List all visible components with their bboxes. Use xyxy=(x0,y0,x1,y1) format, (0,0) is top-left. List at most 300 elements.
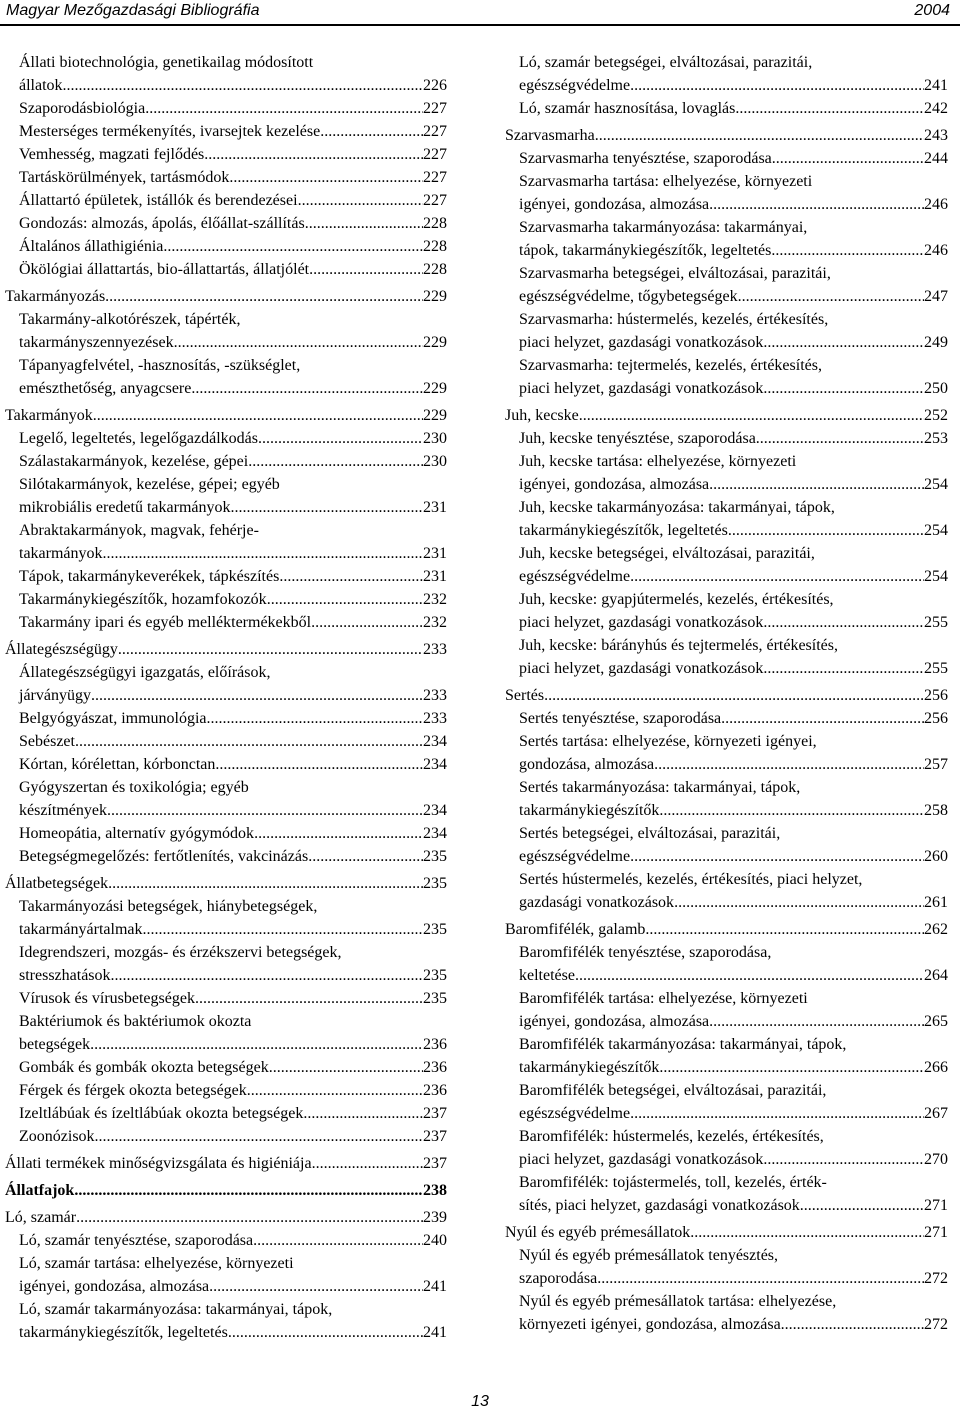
toc-entry xyxy=(5,822,447,845)
toc-page-number: 238 xyxy=(423,1182,447,1199)
toc-entry-title: állatok xyxy=(19,77,63,94)
dot-leader xyxy=(163,235,423,258)
toc-page-number: 230 xyxy=(423,430,447,447)
toc-entry xyxy=(505,588,948,634)
dot-leader xyxy=(258,427,423,450)
toc-entry xyxy=(5,1298,447,1344)
dot-leader xyxy=(781,1313,924,1336)
toc-entry xyxy=(505,97,948,120)
toc-entry-line xyxy=(519,1194,948,1217)
toc-entry-line xyxy=(505,918,948,941)
toc-page-number: 237 xyxy=(423,1128,447,1145)
dot-leader xyxy=(312,1152,423,1175)
toc-page-number: 234 xyxy=(423,756,447,773)
toc-entry-text: Baromfifélék: hústermelés, kezelés, értékesítés, xyxy=(519,1128,824,1145)
toc-entry-title: Legelő, legeltetés, legelőgazdálkodás xyxy=(19,430,259,447)
toc-entry-line xyxy=(5,872,447,895)
toc-entry-title: stresszhatások xyxy=(19,967,111,984)
dot-leader xyxy=(772,147,924,170)
dot-leader xyxy=(267,588,423,611)
header-rule xyxy=(0,24,960,26)
dot-leader xyxy=(107,799,423,822)
toc-entry-text: Sertés takarmányozása: takarmányai, tápok, xyxy=(519,779,801,796)
toc-page-number: 272 xyxy=(924,1270,948,1287)
toc-entry xyxy=(505,170,948,216)
toc-entry xyxy=(5,1252,447,1298)
toc-entry-line xyxy=(19,611,447,634)
dot-leader xyxy=(95,1125,423,1148)
toc-entry-line xyxy=(519,519,948,542)
toc-entry-line xyxy=(505,404,948,427)
toc-entry xyxy=(505,776,948,822)
toc-entry-line xyxy=(19,565,447,588)
toc-entry-title: egészségvédelme xyxy=(519,1105,631,1122)
toc-page-number: 231 xyxy=(423,568,447,585)
dot-leader xyxy=(269,1056,423,1079)
toc-entry-title: igényei, gondozása, almozása xyxy=(519,476,710,493)
toc-entry-line xyxy=(19,120,447,143)
dot-leader xyxy=(215,753,423,776)
toc-entry-line xyxy=(19,450,447,473)
toc-entry-text: Juh, kecske: gyapjútermelés, kezelés, értékesítés, xyxy=(519,591,834,608)
toc-entry-title: piaci helyzet, gazdasági vonatkozások xyxy=(519,380,764,397)
toc-entry-line xyxy=(19,189,447,212)
toc-entry-text: Takarmányozási betegségek, hiánybetegségek, xyxy=(19,898,318,915)
toc-entry-title: Zoonózisok xyxy=(19,1128,95,1145)
toc-entry xyxy=(505,1244,948,1290)
toc-page-number: 237 xyxy=(423,1155,447,1172)
toc-entry-text: Tápanyagfelvétel, -hasznosítás, -szükséglet, xyxy=(19,357,301,374)
toc-page-number: 232 xyxy=(423,591,447,608)
dot-leader xyxy=(191,377,423,400)
toc-entry xyxy=(5,661,447,707)
toc-entry-line xyxy=(19,212,447,235)
dot-leader xyxy=(709,1010,924,1033)
toc-page-number: 242 xyxy=(924,100,948,117)
toc-entry-line xyxy=(505,124,948,147)
toc-entry-text: Gyógyszertan és toxikológia; egyéb xyxy=(19,779,249,796)
toc-entry-text: Ló, szamár takarmányozása: takarmányai, tápok, xyxy=(19,1301,333,1318)
toc-entry-line xyxy=(19,496,447,519)
toc-entry-title: piaci helyzet, gazdasági vonatkozások xyxy=(519,1151,764,1168)
toc-entry xyxy=(5,753,447,776)
toc-entry-line xyxy=(5,1206,447,1229)
toc-entry-title: Állati termékek minőségvizsgálata és higiéniája xyxy=(5,1155,312,1172)
toc-entry xyxy=(5,258,447,281)
dot-leader xyxy=(800,1194,924,1217)
toc-entry xyxy=(5,987,447,1010)
dot-leader xyxy=(630,1102,924,1125)
toc-entry-title: Belgyógyászat, immunológia xyxy=(19,710,207,727)
toc-entry-title: emészthetőség, anyagcsere xyxy=(19,380,192,397)
toc-entry-line xyxy=(19,143,447,166)
toc-page-number: 243 xyxy=(924,127,948,144)
toc-entry-title: takarmánykiegészítők, legeltetés xyxy=(519,522,728,539)
toc-page-number: 254 xyxy=(924,522,948,539)
toc-entry-line xyxy=(5,1152,447,1175)
toc-entry-text: Sertés hústermelés, kezelés, értékesítés, piaci helyzet, xyxy=(519,871,863,888)
toc-page-number: 228 xyxy=(423,261,447,278)
toc-heading-entry xyxy=(5,1206,447,1229)
dot-leader xyxy=(738,285,924,308)
toc-entry-text: Szarvasmarha takarmányozása: takarmányai, xyxy=(519,219,808,236)
toc-entry-line xyxy=(19,74,447,97)
toc-entry-title: Takarmányok xyxy=(5,407,93,424)
dot-leader xyxy=(728,519,924,542)
toc-entry-text: Juh, kecske takarmányozása: takarmányai, tápok, xyxy=(519,499,835,516)
toc-heading-entry xyxy=(5,1179,447,1202)
dot-leader xyxy=(63,74,423,97)
dot-leader xyxy=(279,565,423,588)
toc-entry-title: piaci helyzet, gazdasági vonatkozások xyxy=(519,614,764,631)
toc-entry xyxy=(505,634,948,680)
toc-page-number: 240 xyxy=(423,1232,447,1249)
dot-leader xyxy=(709,193,924,216)
toc-entry-title: Takarmány ipari és egyéb melléktermékekből xyxy=(19,614,312,631)
toc-entry-line xyxy=(19,799,447,822)
toc-entry-text: Állategészségügyi igazgatás, előírások, xyxy=(19,664,271,681)
toc-entry xyxy=(5,354,447,400)
toc-page-number: 235 xyxy=(423,875,447,892)
dot-leader xyxy=(204,143,423,166)
toc-entry xyxy=(505,868,948,914)
toc-page-number: 271 xyxy=(924,1224,948,1241)
toc-page-number: 244 xyxy=(924,150,948,167)
toc-page-number: 246 xyxy=(924,196,948,213)
toc-entry xyxy=(5,776,447,822)
toc-entry-line xyxy=(19,1321,447,1344)
toc-page-number: 236 xyxy=(423,1082,447,1099)
toc-entry-line xyxy=(519,193,948,216)
toc-entry-text: Juh, kecske: bárányhús és tejtermelés, értékesítés, xyxy=(519,637,838,654)
dot-leader xyxy=(143,918,424,941)
dot-leader xyxy=(103,542,423,565)
toc-entry xyxy=(5,427,447,450)
toc-entry-text: Juh, kecske betegségei, elváltozásai, parazitái, xyxy=(519,545,815,562)
toc-entry xyxy=(5,189,447,212)
toc-entry xyxy=(505,707,948,730)
toc-entry xyxy=(5,565,447,588)
toc-heading-entry xyxy=(5,1152,447,1175)
toc-page-number: 227 xyxy=(423,100,447,117)
toc-entry xyxy=(5,845,447,868)
toc-entry-title: takarmánykiegészítők, legeltetés xyxy=(19,1324,228,1341)
toc-entry-title: Vemhesség, magzati fejlődés xyxy=(19,146,205,163)
dot-leader xyxy=(230,496,423,519)
dot-leader xyxy=(93,404,423,427)
dot-leader xyxy=(597,1267,924,1290)
dot-leader xyxy=(659,1056,924,1079)
dot-leader xyxy=(91,684,423,707)
toc-heading-entry xyxy=(5,872,447,895)
toc-entry-title: Gombák és gombák okozta betegségek xyxy=(19,1059,269,1076)
toc-page-number: 247 xyxy=(924,288,948,305)
dot-leader xyxy=(630,565,924,588)
toc-page-number: 241 xyxy=(924,77,948,94)
toc-page-number: 231 xyxy=(423,499,447,516)
toc-entry xyxy=(5,473,447,519)
header-title: Magyar Mezőgazdasági Bibliográfia xyxy=(6,2,260,19)
dot-leader xyxy=(108,872,423,895)
dot-leader xyxy=(90,1033,423,1056)
toc-entry-line xyxy=(519,1313,948,1336)
dot-leader xyxy=(298,189,423,212)
toc-page-number: 229 xyxy=(423,288,447,305)
toc-page-number: 227 xyxy=(423,169,447,186)
toc-entry xyxy=(505,147,948,170)
toc-entry xyxy=(505,51,948,97)
toc-entry xyxy=(5,1079,447,1102)
toc-page-number: 227 xyxy=(423,146,447,163)
toc-entry-title: gondozása, almozása xyxy=(519,756,655,773)
toc-entry xyxy=(5,611,447,634)
toc-entry-title: egészségvédelme xyxy=(519,568,631,585)
dot-leader xyxy=(253,1229,423,1252)
toc-page-number: 265 xyxy=(924,1013,948,1030)
dot-leader xyxy=(207,707,423,730)
toc-page-number: 258 xyxy=(924,802,948,819)
toc-entry-title: Állategészségügy xyxy=(5,641,118,658)
dot-leader xyxy=(721,707,924,730)
toc-entry xyxy=(505,354,948,400)
dot-leader xyxy=(305,212,423,235)
dot-leader xyxy=(735,97,924,120)
toc-entry-text: Baromfifélék: tojástermelés, toll, kezelés, érték- xyxy=(519,1174,827,1191)
toc-entry-text: Nyúl és egyéb prémesállatok tenyésztés, xyxy=(519,1247,779,1264)
toc-entry-line xyxy=(19,97,447,120)
toc-page-number: 230 xyxy=(423,453,447,470)
toc-entry-text: Szarvasmarha: hústermelés, kezelés, értékesítés, xyxy=(519,311,829,328)
toc-entry-title: Tartáskörülmények, tartásmódok xyxy=(19,169,230,186)
toc-entry xyxy=(5,588,447,611)
toc-entry-title: Állatbetegségek xyxy=(5,875,109,892)
toc-entry-title: Férgek és férgek okozta betegségek xyxy=(19,1082,247,1099)
page-number: 13 xyxy=(471,1393,489,1410)
toc-entry-line xyxy=(19,684,447,707)
toc-entry-title: Takarmánykiegészítők, hozamfokozók xyxy=(19,591,267,608)
toc-entry-title: egészségvédelme xyxy=(519,848,631,865)
toc-page-number: 256 xyxy=(924,687,948,704)
toc-page-number: 228 xyxy=(423,238,447,255)
toc-entry-text: Juh, kecske tartása: elhelyezése, környezeti xyxy=(519,453,797,470)
dot-leader xyxy=(75,730,423,753)
dot-leader xyxy=(311,611,423,634)
toc-page-number: 229 xyxy=(423,334,447,351)
toc-entry-line xyxy=(19,1102,447,1125)
toc-entry-title: Mesterséges termékenyítés, ivarsejtek kezelése xyxy=(19,123,321,140)
toc-entry-line xyxy=(519,891,948,914)
toc-entry xyxy=(505,1290,948,1336)
toc-entry xyxy=(5,730,447,753)
toc-entry-title: Állatfajok xyxy=(5,1182,75,1199)
toc-entry-title: Szaporodásbiológia xyxy=(19,100,146,117)
dot-leader xyxy=(145,97,423,120)
toc-entry-title: igényei, gondozása, almozása xyxy=(19,1278,210,1295)
toc-entry-line xyxy=(519,845,948,868)
dot-leader xyxy=(771,239,924,262)
toc-page-number: 255 xyxy=(924,614,948,631)
toc-entry xyxy=(5,212,447,235)
toc-entry xyxy=(5,941,447,987)
toc-heading-entry xyxy=(505,918,948,941)
toc-entry-text: Sertés tartása: elhelyezése, környezeti igényei, xyxy=(519,733,817,750)
toc-entry-title: Sertés tenyésztése, szaporodása xyxy=(519,710,722,727)
toc-entry-line xyxy=(519,707,948,730)
toc-entry xyxy=(505,216,948,262)
toc-entry-line xyxy=(519,799,948,822)
toc-entry-line xyxy=(19,1056,447,1079)
toc-entry-title: Vírusok és vírusbetegségek xyxy=(19,990,195,1007)
toc-entry-text: Baromfifélék tenyésztése, szaporodása, xyxy=(519,944,772,961)
toc-entry-title: igényei, gondozása, almozása xyxy=(519,1013,710,1030)
toc-entry xyxy=(505,308,948,354)
toc-entry-line xyxy=(19,822,447,845)
toc-entry xyxy=(5,1229,447,1252)
toc-entry-title: Baromfifélék, galamb xyxy=(505,921,646,938)
dot-leader xyxy=(763,611,924,634)
dot-leader xyxy=(118,638,423,661)
toc-entry-text: Sertés betegségei, elváltozásai, parazitái, xyxy=(519,825,781,842)
dot-leader xyxy=(76,1206,423,1229)
toc-entry-line xyxy=(19,331,447,354)
toc-entry-title: Sebészet xyxy=(19,733,75,750)
toc-entry xyxy=(505,542,948,588)
toc-entry-line xyxy=(19,987,447,1010)
toc-entry xyxy=(505,941,948,987)
toc-page-number: 234 xyxy=(423,825,447,842)
toc-entry-line xyxy=(5,285,447,308)
toc-entry-title: Izeltlábúak és ízeltlábúak okozta betegségek xyxy=(19,1105,304,1122)
dot-leader xyxy=(645,918,924,941)
toc-page-number: 272 xyxy=(924,1316,948,1333)
toc-entry-line xyxy=(519,565,948,588)
toc-entry-title: Ló, szamár xyxy=(5,1209,77,1226)
toc-entry xyxy=(505,1033,948,1079)
dot-leader xyxy=(595,124,924,147)
toc-entry xyxy=(5,51,447,97)
toc-entry-line xyxy=(19,964,447,987)
dot-leader xyxy=(763,657,924,680)
toc-page-number: 246 xyxy=(924,242,948,259)
toc-entry-line xyxy=(505,684,948,707)
dot-leader xyxy=(630,74,924,97)
toc-entry xyxy=(505,496,948,542)
toc-entry-title: egészségvédelme xyxy=(519,77,631,94)
dot-leader xyxy=(674,891,924,914)
toc-entry xyxy=(505,987,948,1033)
toc-entry-line xyxy=(519,611,948,634)
toc-entry xyxy=(5,707,447,730)
dot-leader xyxy=(756,427,924,450)
toc-entry-text: Ló, szamár tartása: elhelyezése, környezeti xyxy=(19,1255,294,1272)
toc-entry-line xyxy=(19,918,447,941)
toc-page-number: 233 xyxy=(423,710,447,727)
toc-page-number: 239 xyxy=(423,1209,447,1226)
toc-entry xyxy=(5,450,447,473)
toc-entry-title: igényei, gondozása, almozása xyxy=(519,196,710,213)
toc-entry-title: egészségvédelme, tőgybetegségek xyxy=(519,288,738,305)
toc-entry xyxy=(505,1079,948,1125)
toc-entry-text: Nyúl és egyéb prémesállatok tartása: elhelyezése, xyxy=(519,1293,837,1310)
dot-leader xyxy=(630,845,924,868)
dot-leader xyxy=(709,473,924,496)
toc-left-column xyxy=(5,51,447,1344)
toc-entry-title: Sertés xyxy=(505,687,545,704)
toc-entry-line xyxy=(19,753,447,776)
toc-entry-line xyxy=(19,377,447,400)
dot-leader xyxy=(579,404,924,427)
toc-entry-title: Juh, kecske tenyésztése, szaporodása xyxy=(519,430,756,447)
toc-entry xyxy=(5,308,447,354)
toc-entry-line xyxy=(19,258,447,281)
toc-entry-line xyxy=(519,147,948,170)
toc-page-number: 227 xyxy=(423,192,447,209)
toc-entry-title: Ló, szamár hasznosítása, lovaglás xyxy=(519,100,736,117)
header-year: 2004 xyxy=(914,2,950,19)
toc-page-number: 229 xyxy=(423,407,447,424)
toc-entry-line xyxy=(519,1102,948,1125)
toc-entry-title: Általános állathigiénia xyxy=(19,238,164,255)
toc-page-number: 260 xyxy=(924,848,948,865)
toc-entry-title: Kórtan, kórélettan, kórbonctan xyxy=(19,756,216,773)
toc-page-number: 267 xyxy=(924,1105,948,1122)
page-header xyxy=(0,0,960,28)
toc-entry-text: Ló, szamár betegségei, elváltozásai, parazitái, xyxy=(519,54,813,71)
dot-leader xyxy=(254,822,423,845)
toc-page-number: 271 xyxy=(924,1197,948,1214)
toc-entry-title: takarmánykiegészítők xyxy=(519,802,660,819)
toc-entry-line xyxy=(519,1267,948,1290)
toc-entry-title: Gondozás: almozás, ápolás, élőállat-szállítás xyxy=(19,215,305,232)
toc-entry-title: takarmányszennyezések xyxy=(19,334,174,351)
toc-entry-line xyxy=(19,1229,447,1252)
dot-leader xyxy=(763,331,924,354)
toc-entry-title: Takarmányozás xyxy=(5,288,106,305)
toc-entry-line xyxy=(519,1056,948,1079)
toc-entry-line xyxy=(519,74,948,97)
toc-entry xyxy=(5,120,447,143)
dot-leader xyxy=(74,1179,423,1202)
toc-entry-line xyxy=(19,845,447,868)
toc-entry-line xyxy=(19,1079,447,1102)
toc-entry-line xyxy=(519,97,948,120)
toc-page-number: 231 xyxy=(423,545,447,562)
toc-entry xyxy=(5,166,447,189)
toc-heading-entry xyxy=(505,684,948,707)
toc-entry-line xyxy=(19,427,447,450)
toc-entry xyxy=(5,1056,447,1079)
dot-leader xyxy=(690,1221,924,1244)
toc-right-column xyxy=(505,51,948,1336)
dot-leader xyxy=(763,377,924,400)
toc-entry xyxy=(5,235,447,258)
toc-page-number: 241 xyxy=(423,1324,447,1341)
toc-entry xyxy=(5,143,447,166)
toc-heading-entry xyxy=(505,1221,948,1244)
toc-entry-line xyxy=(519,427,948,450)
toc-page-number: 252 xyxy=(924,407,948,424)
dot-leader xyxy=(575,964,924,987)
toc-page-number: 227 xyxy=(423,123,447,140)
dot-leader xyxy=(308,845,423,868)
toc-entry-title: Nyúl és egyéb prémesállatok xyxy=(505,1224,691,1241)
toc-entry-title: mikrobiális eredetű takarmányok xyxy=(19,499,231,516)
toc-page-number: 236 xyxy=(423,1036,447,1053)
toc-entry xyxy=(5,1125,447,1148)
toc-entry-line xyxy=(19,588,447,611)
toc-entry xyxy=(5,519,447,565)
toc-entry-line xyxy=(519,964,948,987)
